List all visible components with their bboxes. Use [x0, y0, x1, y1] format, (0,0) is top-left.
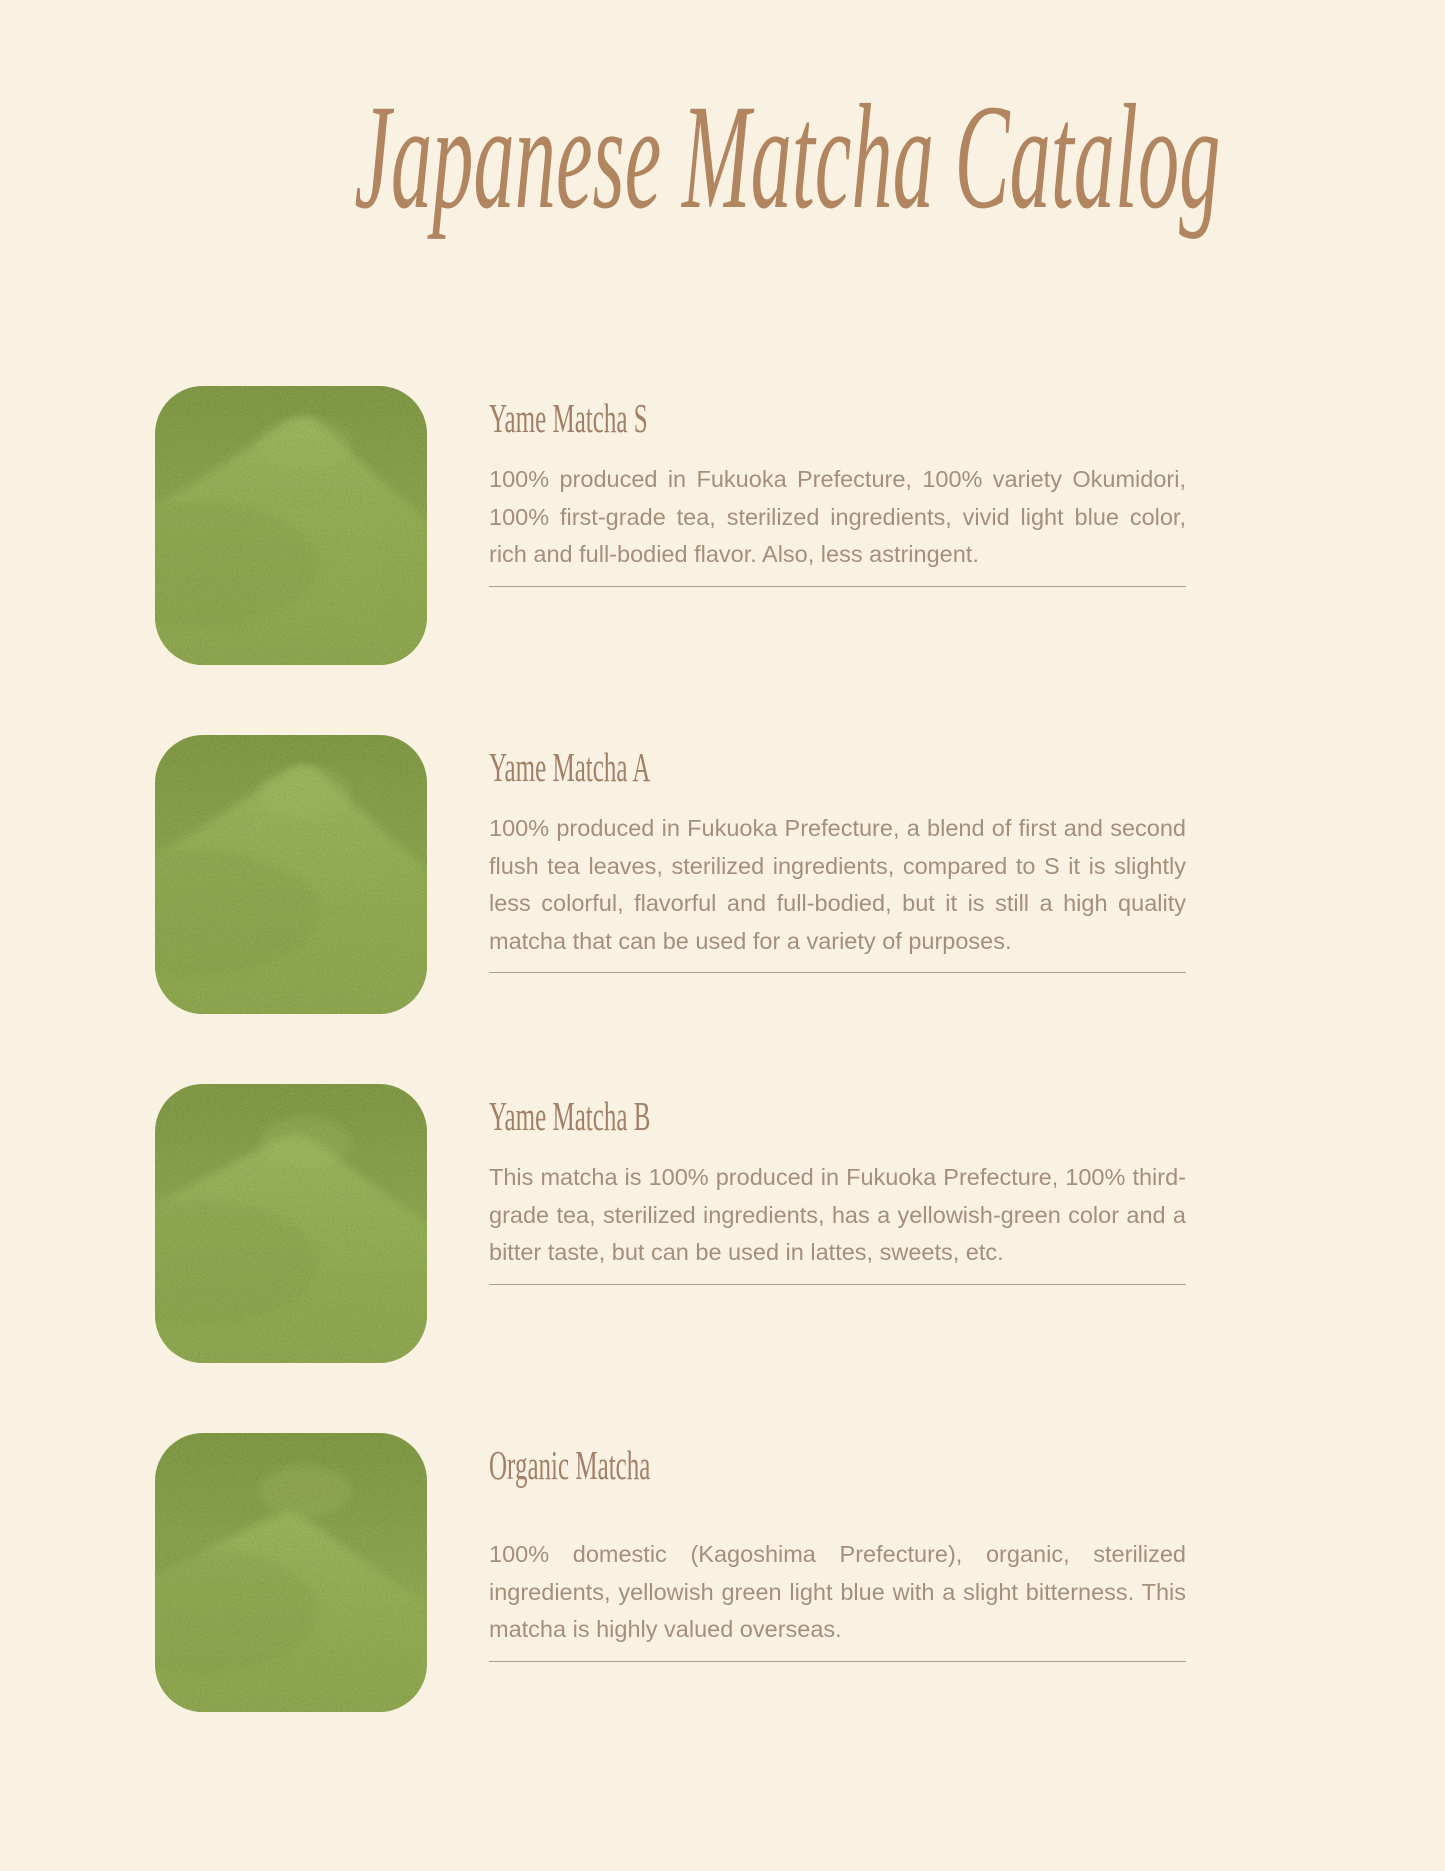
entry-name: Yame Matcha B	[489, 1093, 651, 1139]
entry-info	[489, 1433, 1186, 1712]
catalog-list	[0, 386, 1445, 1712]
matcha-photo	[155, 1084, 427, 1363]
entry-info	[489, 386, 1186, 665]
matcha-entry	[155, 386, 1445, 665]
entry-description: 100% domestic (Kagoshima Prefecture), organic, sterilized ingredients, yellowish green light blue with a slight bitterness. This matcha is highly valued overseas.	[489, 1541, 1186, 1643]
page-title: Japanese Matcha Catalog	[354, 74, 1221, 240]
entry-info	[489, 1084, 1186, 1363]
entry-divider	[489, 1661, 1186, 1662]
entry-divider	[489, 1284, 1186, 1285]
matcha-entry	[155, 735, 1445, 1014]
entry-description: This matcha is 100% produced in Fukuoka Prefecture, 100% third-grade tea, sterilized ingredients, has a yellowish-green color and a bitter taste, but can be used in lattes, sweets, etc.	[489, 1164, 1186, 1266]
matcha-entry	[155, 1084, 1445, 1363]
title-block	[0, 0, 1245, 238]
entry-name: Organic Matcha	[489, 1442, 651, 1488]
matcha-entry	[155, 1433, 1445, 1712]
matcha-photo	[155, 386, 427, 665]
matcha-photo	[155, 1433, 427, 1712]
matcha-photo	[155, 735, 427, 1014]
entry-divider	[489, 586, 1186, 587]
entry-divider	[489, 972, 1186, 973]
entry-info	[489, 735, 1186, 1014]
entry-name: Yame Matcha S	[489, 395, 648, 441]
entry-description: 100% produced in Fukuoka Prefecture, a blend of first and second flush tea leaves, sterilized ingredients, compared to S it is slightly less colorful, flavorful and full-bodied, but it is still a high quality matcha that can be used for a variety of purposes.	[489, 815, 1186, 954]
entry-name: Yame Matcha A	[489, 744, 651, 790]
entry-description: 100% produced in Fukuoka Prefecture, 100% variety Okumidori, 100% first-grade tea, sterilized ingredients, vivid light blue color, rich and full-bodied flavor. Also, less astringent.	[489, 466, 1186, 568]
